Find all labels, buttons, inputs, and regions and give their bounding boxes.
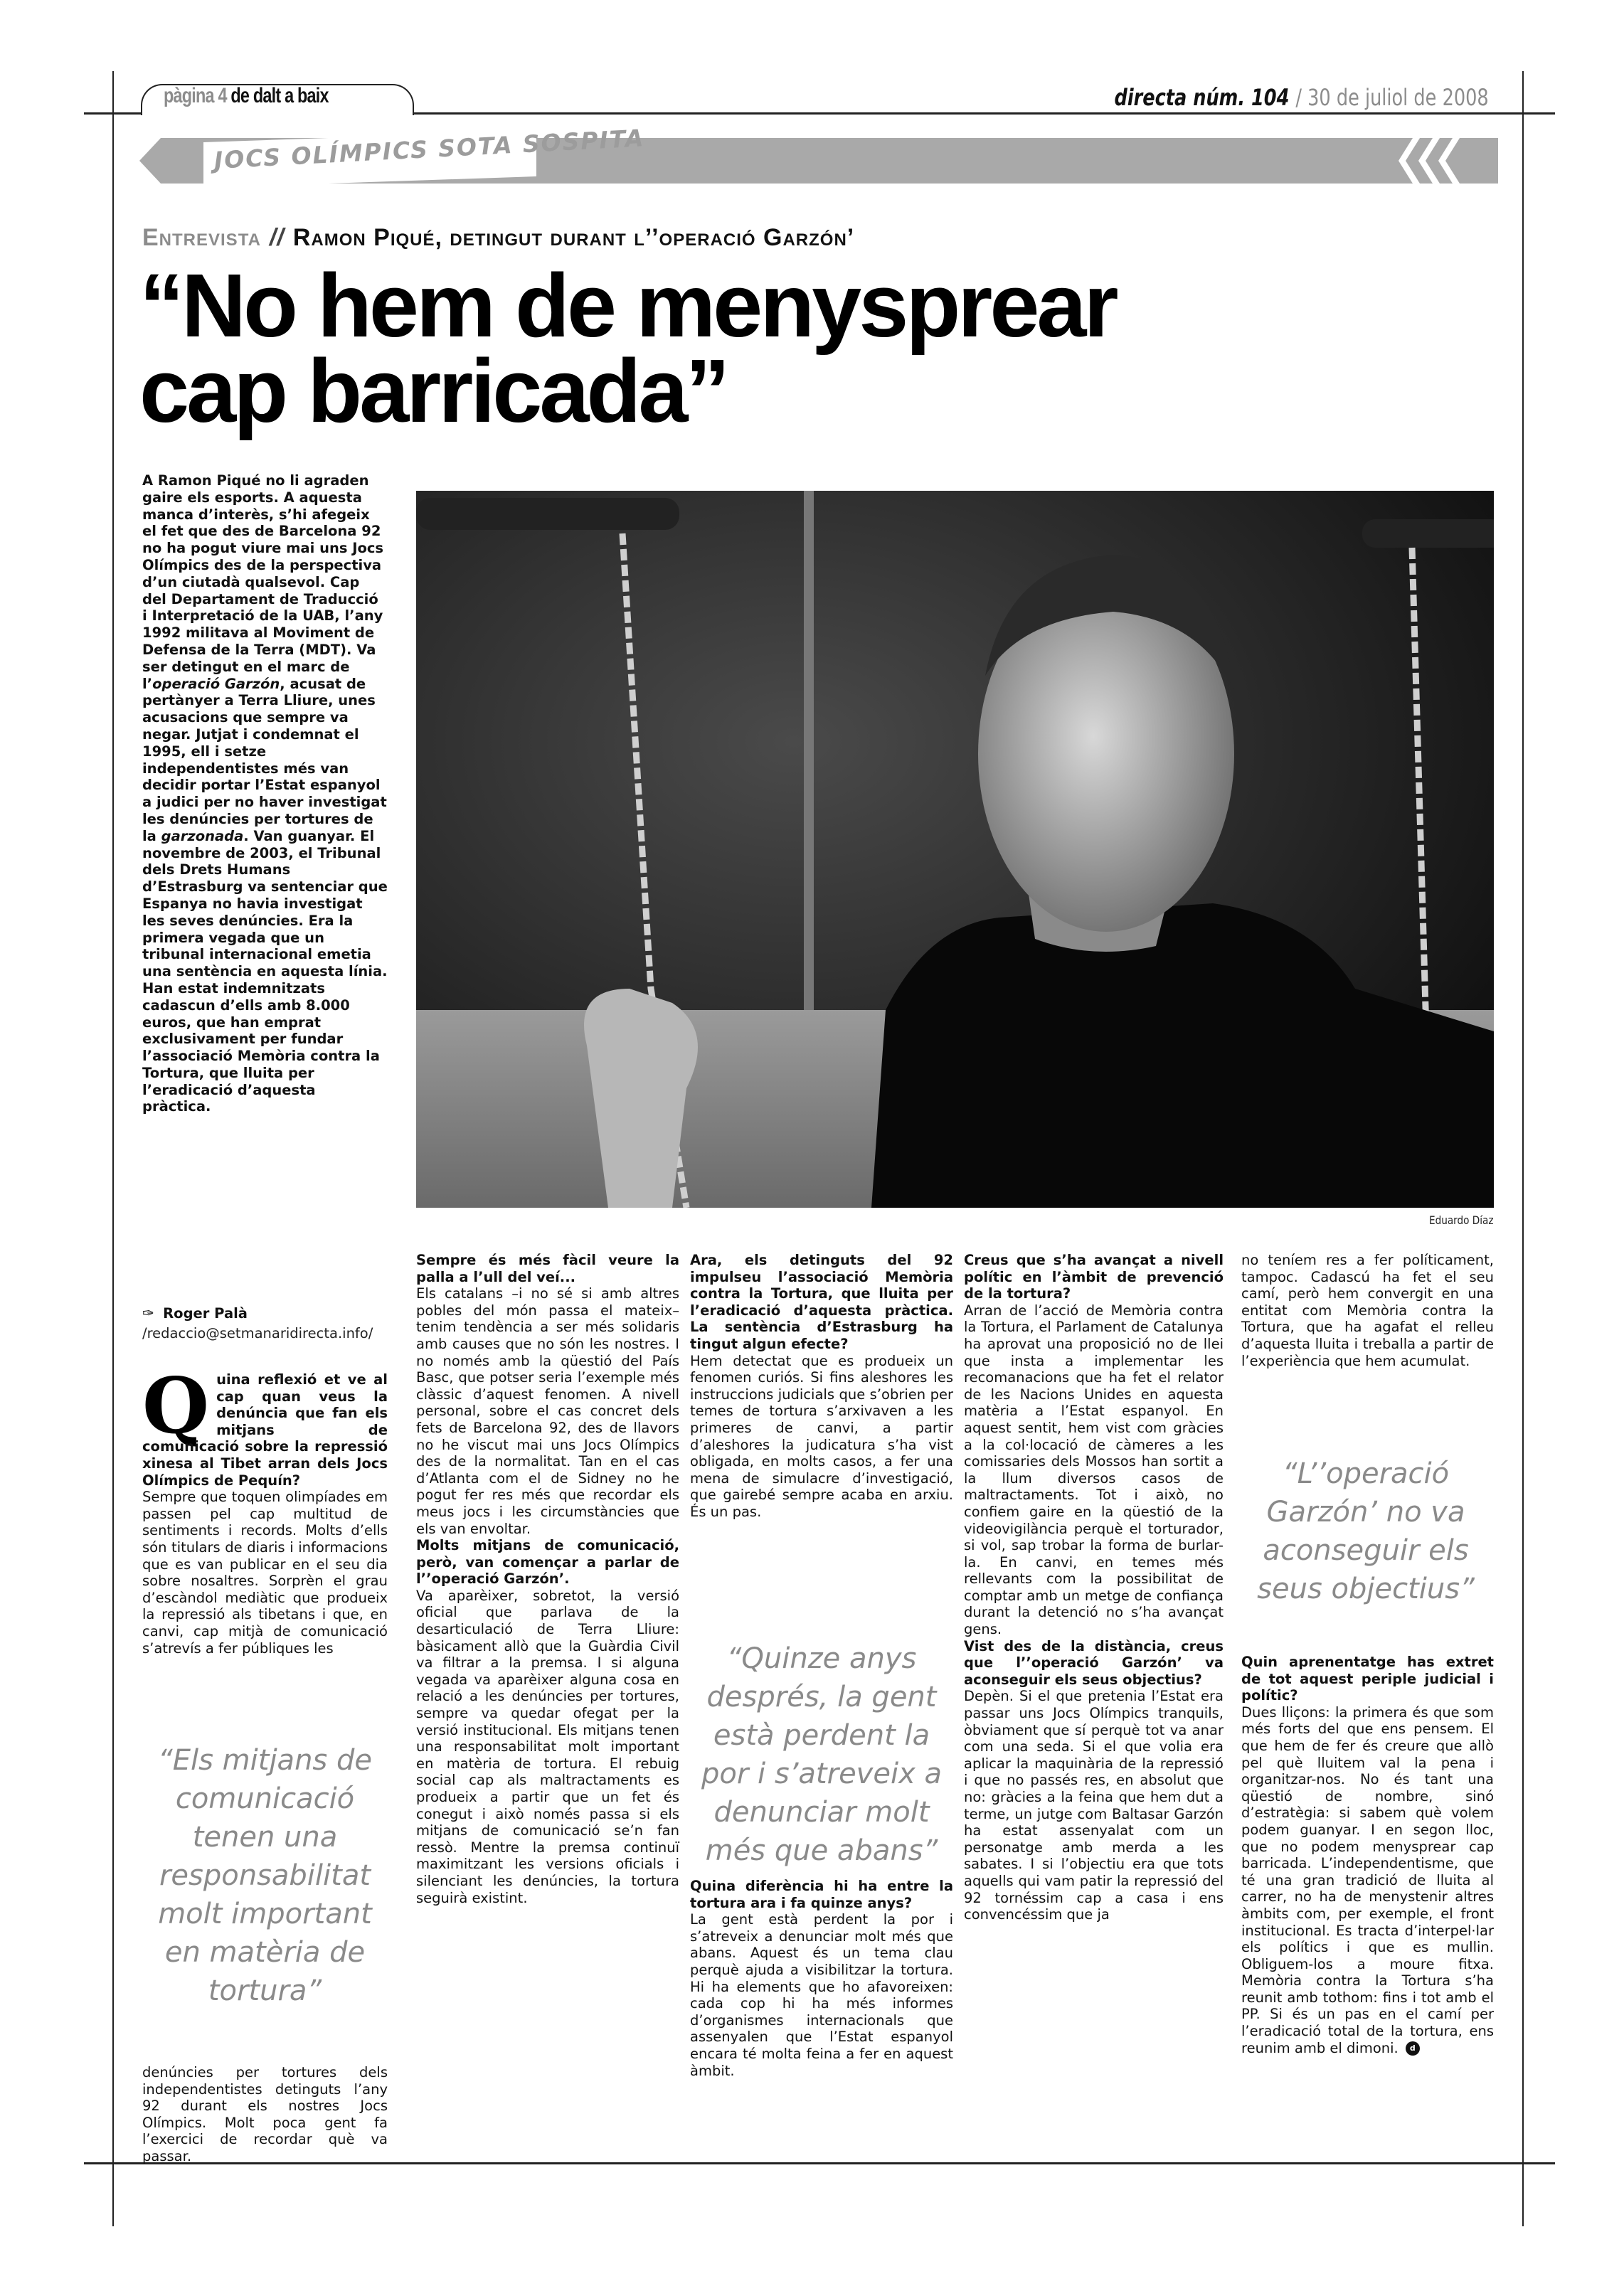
- masthead: [1115, 84, 1489, 111]
- banner-label: JOCS OLÍMPICS SOTA SOSPITA: [213, 124, 646, 174]
- column-1-continued: [142, 2064, 388, 2165]
- question: Ara, els detinguts del 92 impulseu l’associació Memòria contra la Tortura, que lluita per l’eradicació d’aquesta pràctica. La sentència d’Estrasburg ha tingut algun efecte?: [690, 1252, 953, 1352]
- answer: no teníem res a fer políticament, tampoc. Cadascú ha fet el seu camí, però hem convergit en una entitat com Memòria contra la Tortura, que ha agafat el relleu d’aquesta lluita i treballa a partir de l’experiència que hem acumulat.: [1241, 1252, 1494, 1369]
- column-3-continued: [690, 1878, 953, 2079]
- answer-text: Dues lliçons: la primera és que som més forts del que ens pensem. El que hem de fer és creure que allò pel què lluitem val la pena i organitzar-nos. No és tant una qüestió de nombre, sinó d’estratègia: si sabem què volem podem guanyar. I en segon lloc, que no podem menysprear cap barricada. L’independentisme, que té una gran tradició de lluita al carrer, no ha de menystenir altres àmbits com, per exemple, el front institucional. Es tracta d’interpel·lar els polítics i que es mullin. Obliguem-los a moure fitxa. Memòria contra la Tortura s’ha reunit amb tothom: fins i tot amb el PP. Si és un pas en el camí per l’eradicació total de la tortura, ens reunim amb el dimoni.: [1241, 1704, 1494, 2056]
- lead-emphasis: operació Garzón: [152, 675, 280, 692]
- question: Molts mitjans de comunicació, però, van començar a parlar de l’’operació Garzón’.: [416, 1537, 679, 1588]
- answer: Els catalans –i no sé si amb altres pobles del món passa el mateix– tenim tendència a ser més solidaris amb causes que no són les nostres. I no només amb la qüestió del País Basc, que potser seria l’exemple més clàssic d’aquest fenomen. A nivell personal, sobre el cas concret dels fets de Barcelona 92, des de llavors no he viscut mai uns Jocs Olímpics des de la normalitat. Tan en el cas d’Atlanta com el de Sidney no he pogut fer res més que recordar els meus jocs i les circumstàncies que els van envoltar.: [416, 1285, 679, 1537]
- byline: [142, 1303, 398, 1344]
- question-text: uina reflexió et ve al cap quan veus la denúncia que fan els mitjans de comunicació sobre la repressió xinesa al Tibet arran dels Jocs Olímpics de Pequín?: [142, 1371, 388, 1489]
- kicker-type: Entrevista: [142, 224, 261, 251]
- answer: La gent està perdent la por i s’atreveix a denunciar molt més que abans. Aquest és un tema clau perquè ajuda a visibilitzar la tortura. Hi ha elements que ho afavoreixen: cada cop hi ha més informes d’organismes internacionals que assenyalen que l’Estat espanyol encara té molta feina a fer en aquest àmbit.: [690, 1911, 953, 2079]
- pull-quote: “Quinze anys després, la gent està perdent la por i s’atreveix a denunciar molt més que abans”: [701, 1642, 942, 1867]
- pull-quote: “L’’operació Garzón’ no va aconseguir els seus objectius”: [1257, 1457, 1475, 1605]
- answer: Va aparèixer, sobretot, la versió oficial que parlava de la desarticulació de Terra Lliure: bàsicament allò que la Guàrdia Civil va filtrar a la premsa. I si alguna vegada va aparèixer alguna cosa en relació a les denúncies per tortures, sempre va quedar ofegat per la versió institucional. Els mitjans tenen una responsabilitat molt important en matèria de tortura. El rebuig social cap als maltractaments es produeix a partir que un fet és conegut i això només passa si els mitjans de comunicació se’n fan ressò. Mentre la premsa continuï maximitzant les versions oficials i silenciant les denúncies, la tortura seguirà existint.: [416, 1587, 679, 1906]
- end-mark-icon: d: [1406, 2041, 1420, 2056]
- lead-emphasis: garzonada: [161, 827, 244, 844]
- pull-quote: “Els mitjans de comunicació tenen una responsabilitat molt important en matèria de tortura”: [158, 1744, 372, 2007]
- headline: [139, 255, 1349, 441]
- author-email[interactable]: /redaccio@setmanaridirecta.info/: [142, 1325, 373, 1341]
- lead-text: . Van guanyar. El novembre de 2003, el Tribunal dels Drets Humans d’Estrasburg va sentenciar que Espanya no havia investigat les seves denúncies. Era la primera vegada que un tribunal internacional emetia una sentència en aquesta línia. Han estat indemnitzats cadascun d’ells amb 8.000 euros, que han emprat exclusivament per fundar l’associació Memòria contra la Tortura, que lluita per l’eradicació d’aquesta pràctica.: [142, 827, 388, 1115]
- answer: Sempre que toquen olimpíades em passen pel cap multitud de sentiments i records. Molts d’ells són titulars de diaris i informacions que es van publicar en el seu dia sobre nosaltres. Sorprèn el grau d’escàndol mediàtic que produeix la repressió als tibetans i que, en canvi, cap mitjà de comunicació s’atrevís a fer públiques les: [142, 1489, 388, 1657]
- author-name: Roger Palà: [163, 1305, 248, 1322]
- drop-cap: Q: [142, 1361, 210, 1451]
- section-name: de dalt a baix: [230, 84, 329, 107]
- photo-credit: Eduardo Díaz: [1429, 1213, 1494, 1227]
- answer: Depèn. Si el que pretenia l’Estat era passar uns Jocs Olímpics tranquils, òbviament que sí perquè tot va anar com una seda. Si el que volia era aplicar la maquinària de la repressió i que no passés res, en absolut que no: gràcies a la feina que hem dut a terme, un jutge com Baltasar Garzón ha estat assenyalat com un personatge amb merda a les sabates. I si l’objectiu era que tots aquells qui vam patir la repressió del 92 tornéssim cap a casa i ens convencéssim que ja: [964, 1688, 1224, 1923]
- lead-text: , acusat de pertànyer a Terra Lliure, unes acusacions que sempre va negar. Jutjat i condemnat el 1995, ell i setze independentistes més van decidir portar l’Estat espanyol a judici per no haver investigat les denúncies per tortures de la: [142, 675, 387, 844]
- column-5-continued: [1241, 1654, 1494, 2056]
- lead-text: A Ramon Piqué no li agraden gaire els esports. A aquesta manca d’interès, s’hi afegeix el fet que des de Barcelona 92 no ha pogut viure mai uns Jocs Olímpics des de la perspectiva d’un ciutadà qualsevol. Cap del Departament de Traducció i Interpretació de la UAB, l’any 1992 militava al Moviment de Defensa de la Terra (MDT). Va ser detingut en el marc de l’: [142, 472, 384, 692]
- headline-line-1: “No hem de menysprear: [139, 255, 1116, 356]
- column-4: [964, 1252, 1224, 1923]
- question: [142, 1361, 388, 1489]
- column-5: [1241, 1252, 1494, 1369]
- question: Creus que s’ha avançat a nivell polític en l’àmbit de prevenció de la tortura?: [964, 1252, 1224, 1302]
- photo-portrait: [416, 491, 1494, 1208]
- headline-line-2: cap barricada”: [139, 341, 728, 441]
- issue-date: / 30 de juliol de 2008: [1295, 84, 1489, 111]
- column-1: [142, 1361, 388, 1657]
- photo-illustration: [416, 491, 1494, 1208]
- question: Quin aprenentatge has extret de tot aquest periple judicial i polític?: [1241, 1654, 1494, 1704]
- question: Quina diferència hi ha entre la tortura ara i fa quinze anys?: [690, 1878, 953, 1911]
- kicker: [142, 224, 854, 252]
- right-margin-rule: [1522, 71, 1524, 2226]
- left-margin-rule: [112, 71, 114, 2226]
- answer: Arran de l’acció de Memòria contra la Tortura, el Parlament de Catalunya ha aprovat una proposició no de llei que insta a implementar les recomanacions que ha fet el relator de les Nacions Unides en aquesta matèria a l’Estat espanyol. En aquest sentit, hem vist com gràcies a la col·locació de càmeres a les comissaries dels Mossos han sortit a la llum diversos casos de maltractaments. Tot i això, no confiem gaire en la qüestió de la videovigilància perquè el torturador, si vol, sap trobar la forma de burlar-la. En canvi, en temes més rellevants com la possibilitat de comptar amb un metge de confiança durant la detenció no s’ha avançat gens.: [964, 1302, 1224, 1638]
- answer: denúncies per tortures dels independentistes detinguts l’any 92 durant els nostres Jocs Olímpics. Molt poca gent fa l’exercici de recordar què va passar.: [142, 2064, 388, 2164]
- pen-nib-icon: ✑: [142, 1304, 154, 1322]
- kicker-subject: Ramon Piqué, detingut durant l’’operació Garzón’: [292, 224, 855, 251]
- question: Vist des de la distància, creus que l’’operació Garzón’ va aconseguir els seus objectius?: [964, 1637, 1224, 1688]
- question: Sempre és més fàcil veure la palla a l’ull del veí...: [416, 1252, 679, 1285]
- issue-number: directa núm. 104: [1114, 84, 1290, 111]
- column-2: [416, 1252, 679, 1906]
- column-3: [690, 1252, 953, 1521]
- kicker-separator: //: [269, 224, 285, 251]
- answer: [1241, 1704, 1494, 2056]
- lead-paragraph: [142, 472, 388, 1115]
- section-tab-label: [164, 84, 329, 108]
- page-number: pàgina 4: [164, 84, 227, 107]
- answer: Hem detectat que es produeix un fenomen curiós. Si fins aleshores les instruccions judicials que s’obrien per temes de tortura s’arxivaven a les primeres de canvi, a partir d’aleshores la judicatura s’ha vist obligada, en molts casos, a fer una mena de simulacre d’investigació, que gairebé sempre acaba en arxiu. És un pas.: [690, 1352, 953, 1520]
